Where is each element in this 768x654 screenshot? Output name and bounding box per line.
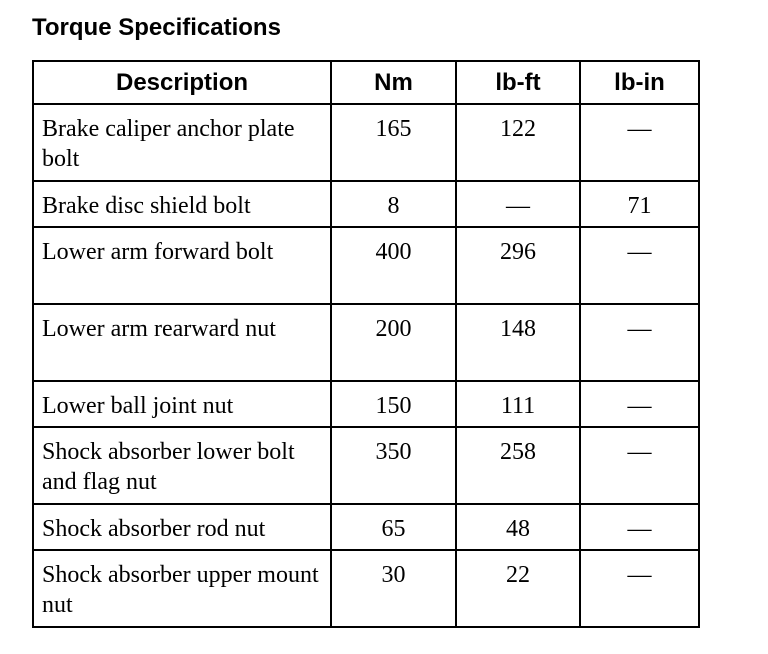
column-header-nm: Nm — [331, 61, 456, 104]
cell-description: Shock absorber lower bolt and flag nut — [33, 427, 331, 504]
column-header-lb-in: lb-in — [580, 61, 699, 104]
cell-lb-in: — — [580, 550, 699, 627]
cell-description: Shock absorber upper mount nut — [33, 550, 331, 627]
cell-description: Brake caliper anchor plate bolt — [33, 104, 331, 181]
table-row — [33, 381, 699, 427]
cell-lb-in: — — [580, 227, 699, 304]
cell-nm: 165 — [331, 104, 456, 181]
cell-lb-ft: 296 — [456, 227, 580, 304]
cell-description: Lower arm rearward nut — [33, 304, 331, 381]
cell-description: Lower arm forward bolt — [33, 227, 331, 304]
cell-lb-ft: 22 — [456, 550, 580, 627]
table-row — [33, 104, 699, 181]
cell-lb-ft: — — [456, 181, 580, 227]
table-row — [33, 304, 699, 381]
cell-lb-in: — — [580, 304, 699, 381]
cell-nm: 8 — [331, 181, 456, 227]
table-row — [33, 227, 699, 304]
table-header-row — [33, 61, 699, 104]
cell-lb-ft: 111 — [456, 381, 580, 427]
cell-nm: 150 — [331, 381, 456, 427]
table-row — [33, 427, 699, 504]
cell-lb-in: — — [580, 381, 699, 427]
cell-lb-ft: 258 — [456, 427, 580, 504]
cell-nm: 30 — [331, 550, 456, 627]
cell-nm: 200 — [331, 304, 456, 381]
cell-nm: 400 — [331, 227, 456, 304]
cell-description: Brake disc shield bolt — [33, 181, 331, 227]
cell-lb-in: — — [580, 427, 699, 504]
cell-description: Shock absorber rod nut — [33, 504, 331, 550]
cell-lb-in: — — [580, 504, 699, 550]
table-row — [33, 181, 699, 227]
page-title: Torque Specifications — [32, 14, 281, 41]
cell-lb-ft: 122 — [456, 104, 580, 181]
cell-nm: 350 — [331, 427, 456, 504]
table-row — [33, 504, 699, 550]
cell-lb-in: — — [580, 104, 699, 181]
cell-description: Lower ball joint nut — [33, 381, 331, 427]
cell-nm: 65 — [331, 504, 456, 550]
cell-lb-ft: 48 — [456, 504, 580, 550]
column-header-description: Description — [33, 61, 331, 104]
table-row — [33, 550, 699, 627]
torque-specifications-table — [32, 60, 700, 628]
column-header-lb-ft: lb-ft — [456, 61, 580, 104]
cell-lb-in: 71 — [580, 181, 699, 227]
cell-lb-ft: 148 — [456, 304, 580, 381]
